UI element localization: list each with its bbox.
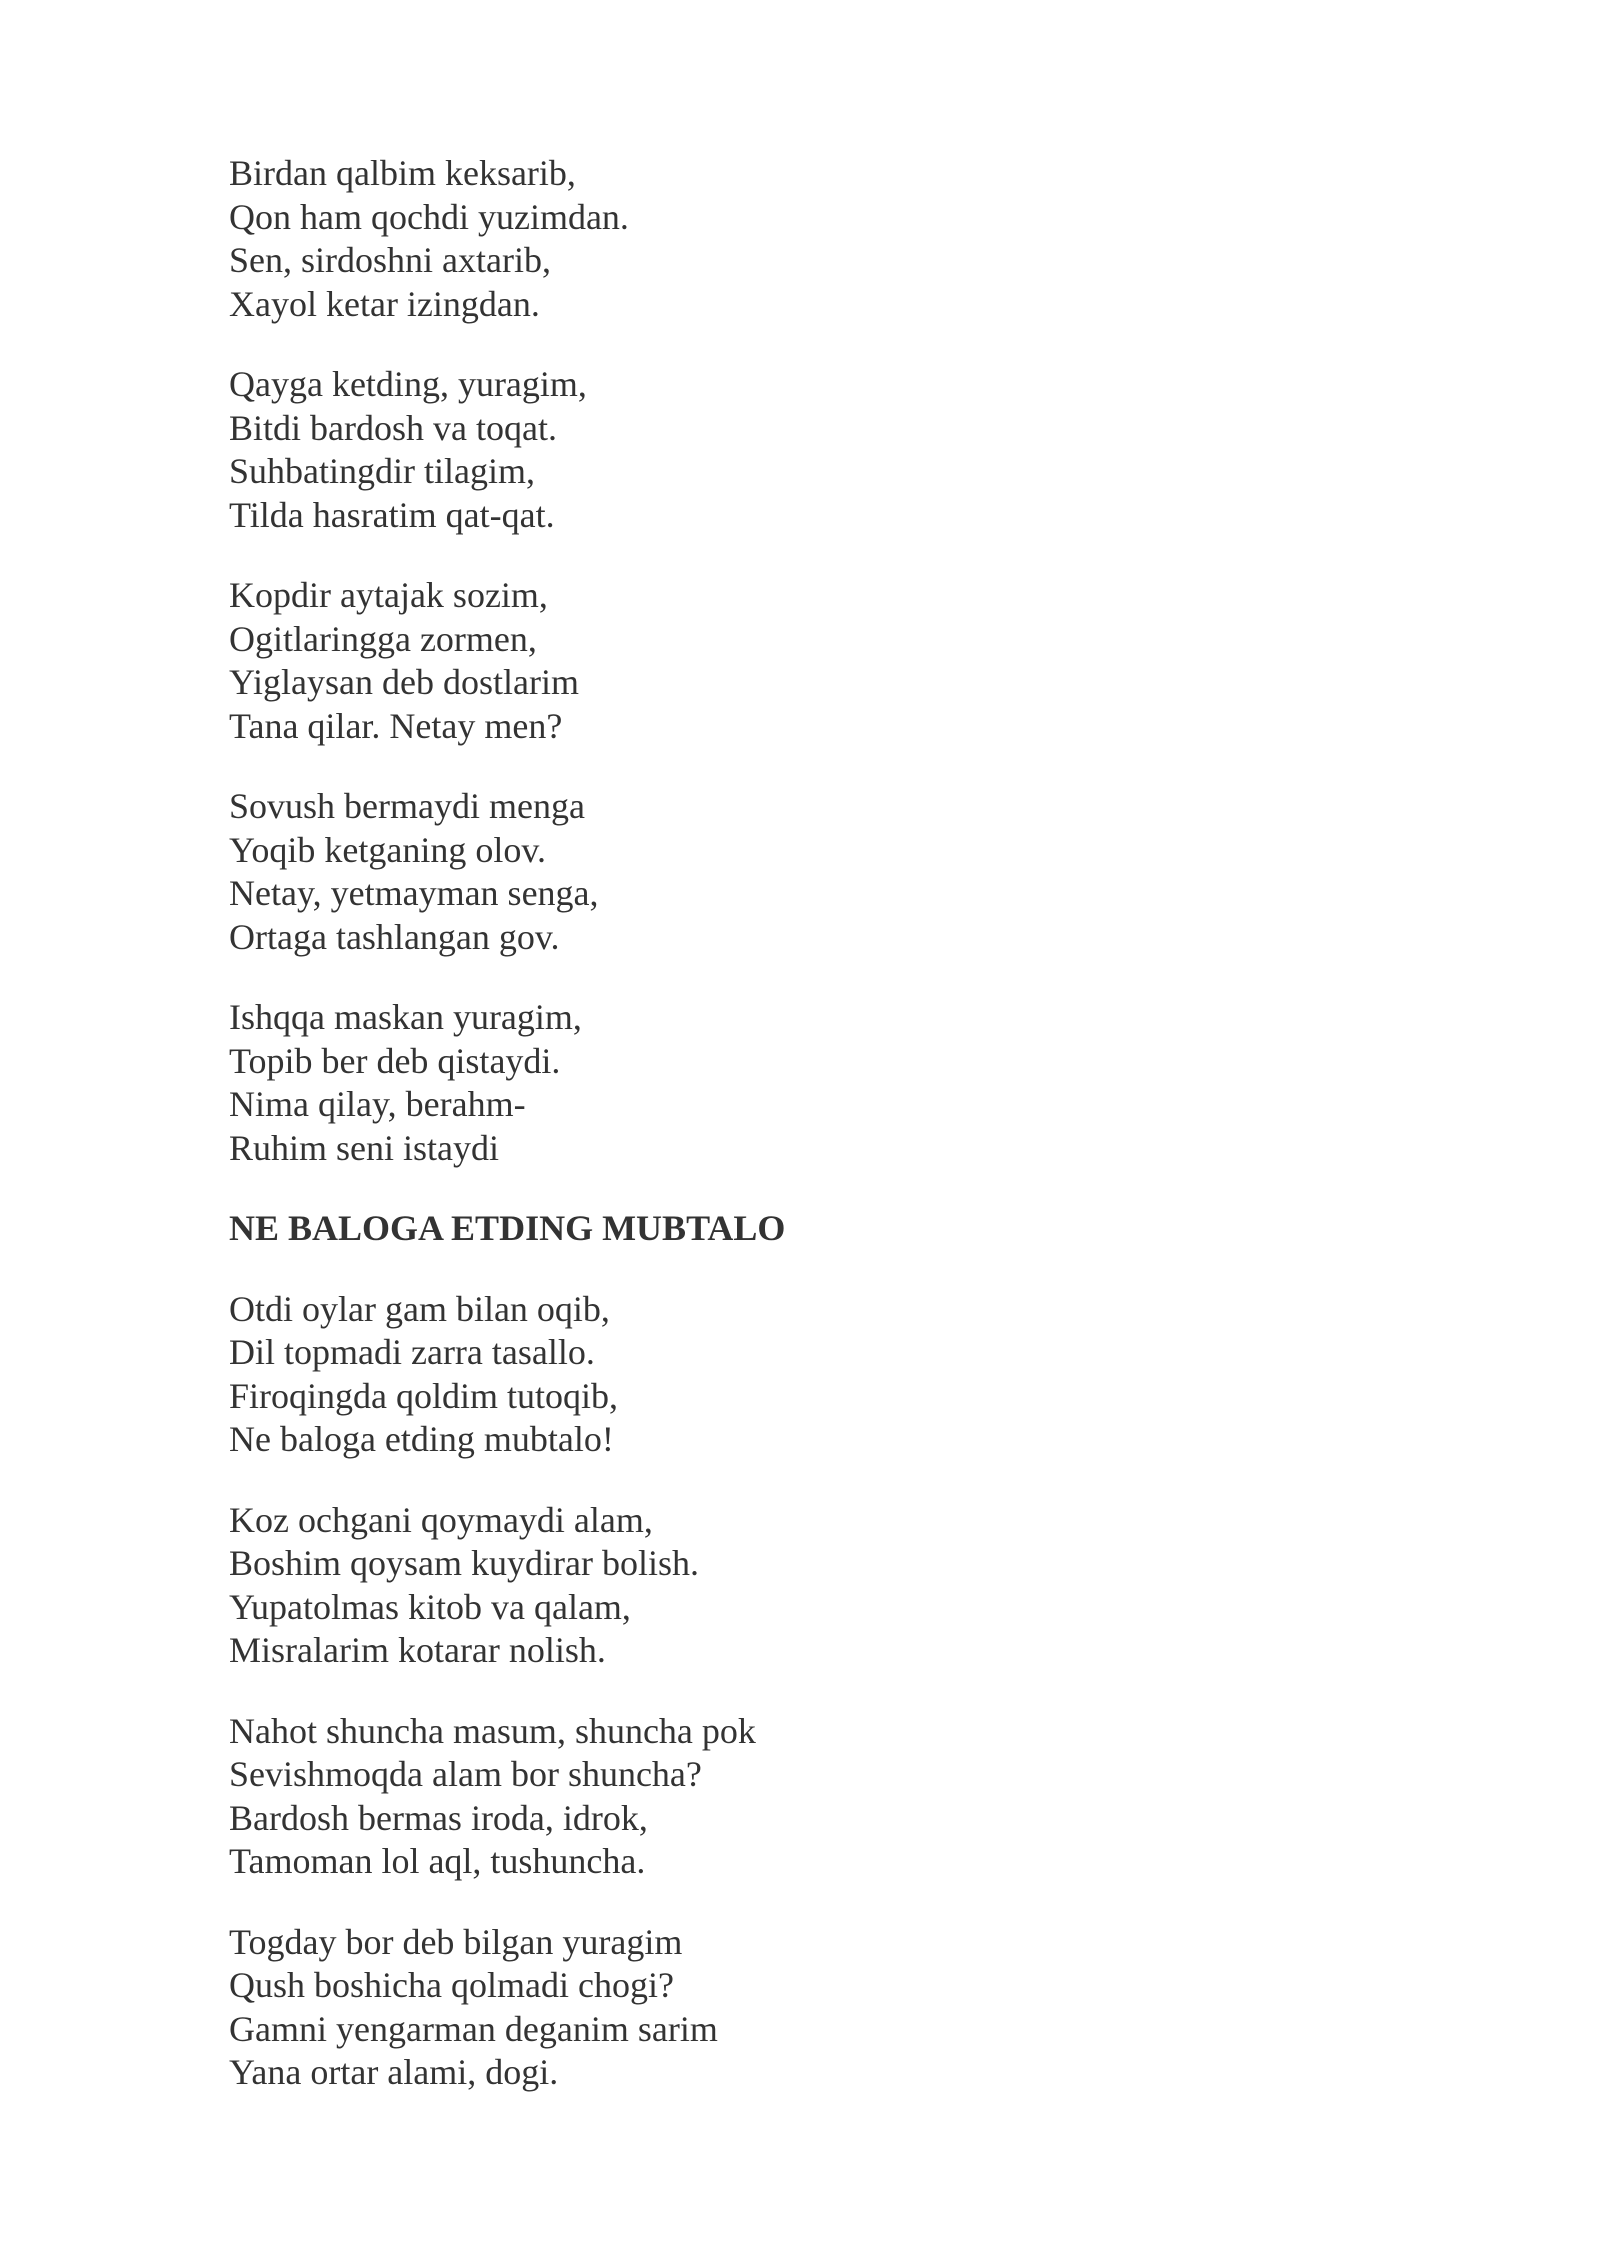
- poem-line: Yiglaysan deb dostlarim: [229, 662, 579, 702]
- poem-line: Kopdir aytajak sozim,: [229, 575, 548, 615]
- poem-line: Tamoman lol aql, tushuncha.: [229, 1841, 646, 1881]
- poem-line: Topib ber deb qistaydi.: [229, 1040, 561, 1081]
- poem-line: Nima qilay, berahm-: [229, 1084, 526, 1124]
- poem-line: Qush boshicha qolmadi chogi?: [229, 1965, 674, 2005]
- poem-line: Otdi oylar gam bilan oqib,: [229, 1288, 610, 1329]
- poem-line: Yupatolmas kitob va qalam,: [229, 1586, 631, 1627]
- poem-line: Gamni yengarman deganim sarim: [229, 2008, 718, 2049]
- poem-line: Ogitlaringga zormen,: [229, 618, 537, 659]
- stanza: [229, 996, 1429, 1170]
- poem-content: [229, 152, 1429, 2132]
- poem-line: Tilda hasratim qat-qat.: [229, 494, 555, 535]
- poem-line: Nahot shuncha masum, shuncha pok: [229, 1710, 756, 1751]
- stanza: [229, 363, 1429, 537]
- stanza: [229, 1499, 1429, 1673]
- poem-line: Ishqqa maskan yuragim,: [229, 997, 582, 1037]
- poem-line: Bitdi bardosh va toqat.: [229, 407, 557, 448]
- poem-line: Firoqingda qoldim tutoqib,: [229, 1375, 619, 1416]
- stanza: [229, 1710, 1429, 1884]
- poem-line: Tana qilar. Netay men?: [229, 705, 563, 746]
- poem-line: Misralarim kotarar nolish.: [229, 1630, 606, 1670]
- poem-line: Qayga ketding, yuragim,: [229, 364, 587, 404]
- poem-line: Ruhim seni istaydi: [229, 1127, 499, 1168]
- poem-line: Qon ham qochdi yuzimdan.: [229, 196, 629, 237]
- poem-line: Bardosh bermas iroda, idrok,: [229, 1797, 648, 1838]
- poem-line: Suhbatingdir tilagim,: [229, 451, 535, 491]
- stanza: [229, 1288, 1429, 1462]
- poem-line: Sevishmoqda alam bor shuncha?: [229, 1754, 702, 1794]
- stanza: [229, 1921, 1429, 2095]
- stanza: [229, 574, 1429, 748]
- poem-line: Yana ortar alami, dogi.: [229, 2052, 559, 2092]
- poem-line: Dil topmadi zarra tasallo.: [229, 1332, 595, 1372]
- poem-line: Koz ochgani qoymaydi alam,: [229, 1499, 653, 1540]
- poem-line: Ortaga tashlangan gov.: [229, 916, 560, 957]
- stanza: [229, 785, 1429, 959]
- poem-line: Ne baloga etding mubtalo!: [229, 1419, 614, 1459]
- poem-line: Boshim qoysam kuydirar bolish.: [229, 1543, 699, 1583]
- poem-line: Togday bor deb bilgan yuragim: [229, 1921, 683, 1962]
- poem-line: Netay, yetmayman senga,: [229, 873, 599, 913]
- poem-title: NE BALOGA ETDING MUBTALO: [229, 1208, 786, 1248]
- poem-line: Birdan qalbim keksarib,: [229, 153, 576, 193]
- poem-line: Sovush bermaydi menga: [229, 786, 585, 826]
- poem-line: Sen, sirdoshni axtarib,: [229, 240, 551, 280]
- stanza: [229, 152, 1429, 326]
- poem-line: Yoqib ketganing olov.: [229, 829, 547, 870]
- poem-line: Xayol ketar izingdan.: [229, 283, 540, 324]
